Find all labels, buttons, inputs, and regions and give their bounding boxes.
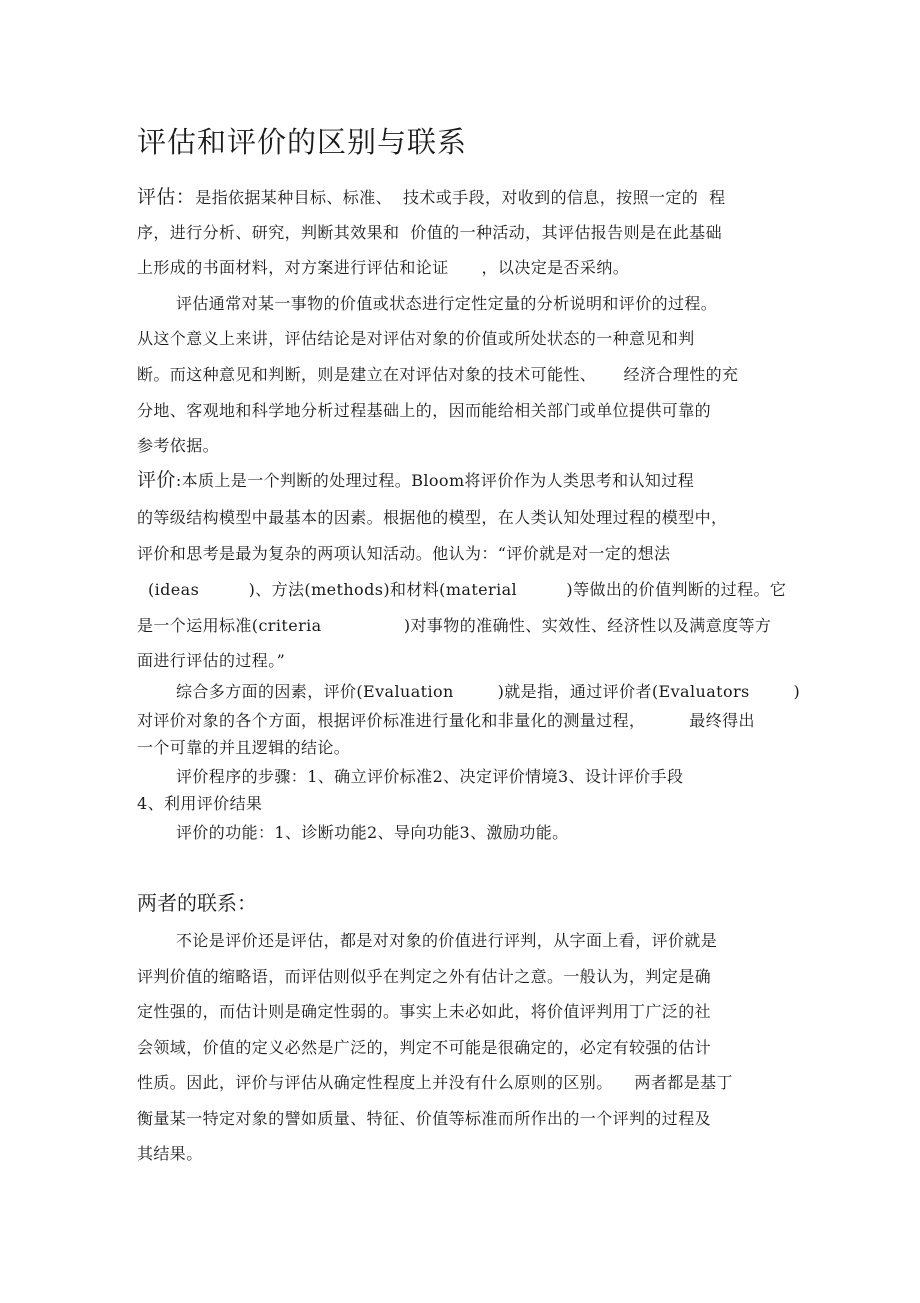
text-line-15 bbox=[176, 682, 800, 702]
line-text: 综合多方面的因素，评价(Evaluation )就是指，通过评价者(Evaluators ) bbox=[176, 682, 801, 701]
text-line-14 bbox=[137, 651, 285, 671]
text-line-s2-1 bbox=[176, 931, 717, 951]
page-title: 评估和评价的区别与联系 bbox=[137, 125, 468, 159]
line-text: 上形成的书面材料，对方案进行评估和论证 ，以决定是否采纳。 bbox=[137, 258, 630, 277]
line-text: 定性强的，而估计则是确定性弱的。事实上未必如此，将价值评判用丁广泛的社 bbox=[137, 1002, 712, 1021]
line-text: 是指依据某种目标、标准、 技术或手段，对收到的信息，按照一定的 程 bbox=[195, 188, 726, 207]
text-line-s2-7 bbox=[137, 1144, 203, 1164]
text-line-11 bbox=[137, 544, 670, 564]
text-line-17 bbox=[137, 738, 350, 758]
line-text: 断。而这种意见和判断，则是建立在对评估对象的技术可能性、 经济合理性的充 bbox=[137, 365, 739, 384]
text-line-4 bbox=[176, 294, 717, 314]
line-text: 衡量某一特定对象的譬如质量、特征、价值等标准而所作出的一个评判的过程及 bbox=[137, 1109, 712, 1128]
text-line-2 bbox=[137, 223, 722, 243]
text-line-s2-2 bbox=[137, 967, 711, 987]
text-line-8 bbox=[137, 436, 219, 456]
text-line-16 bbox=[137, 711, 755, 731]
line-text: 4、利用评价结果 bbox=[137, 794, 263, 813]
line-text: 评价和思考是最为复杂的两项认知活动。他认为：“评价就是对一定的想法 bbox=[137, 544, 671, 563]
line-text: (ideas )、方法(methods)和材料(material )等做出的价值判断的过程。它 bbox=[148, 580, 787, 599]
line-text: 评价的功能：1、诊断功能2、导向功能3、激励功能。 bbox=[176, 823, 569, 842]
text-line-18 bbox=[176, 767, 683, 787]
line-text: 对评价对象的各个方面，根据评价标准进行量化和非量化的测量过程， 最终得出 bbox=[137, 711, 755, 730]
text-line-s2-3 bbox=[137, 1002, 711, 1022]
line-text: 是一个运用标准(criteria )对事物的准确性、实效性、经济性以及满意度等方 bbox=[137, 616, 772, 635]
line-text: 的等级结构模型中最基本的因素。根据他的模型，在人类认知处理过程的模型中， bbox=[137, 508, 728, 527]
line-text: 分地、客观地和科学地分析过程基础上的，因而能给相关部门或单位提供可靠的 bbox=[137, 401, 712, 420]
text-line-s2-5 bbox=[137, 1073, 733, 1093]
line-text: 评价程序的步骤：1、确立评价标准2、决定评价情境3、设计评价手段 bbox=[176, 767, 684, 786]
line-text: 性质。因此，评价与评估从确定性程度上并没有什么原则的区别。 两者都是基丁 bbox=[137, 1073, 733, 1092]
text-line-13 bbox=[137, 616, 771, 636]
text-line-9 bbox=[137, 470, 694, 491]
text-line-20 bbox=[176, 823, 569, 843]
line-text: 会领域，价值的定义必然是广泛的，判定不可能是很确定的，必定有较强的估计 bbox=[137, 1038, 712, 1057]
term-label: 评估： bbox=[137, 186, 196, 208]
line-text: 从这个意义上来讲，评估结论是对评估对象的价值或所处状态的一种意见和判 bbox=[137, 329, 695, 348]
text-line-19 bbox=[137, 794, 262, 814]
line-text: 序，进行分析、研究，判断其效果和 价值的一种活动，其评估报告则是在此基础 bbox=[137, 223, 722, 242]
text-line-7 bbox=[137, 401, 711, 421]
line-text: :本质上是一个判断的处理过程。Bloom将评价作为人类思考和认知过程 bbox=[175, 471, 695, 490]
line-text: 评判价值的缩略语，而评估则似乎在判定之外有估计之意。一般认为，判定是确 bbox=[137, 967, 712, 986]
text-line-10 bbox=[137, 508, 727, 528]
term-label: 评价 bbox=[137, 469, 176, 491]
text-line-s2-4 bbox=[137, 1038, 711, 1058]
line-text: 一个可靠的并且逻辑的结论。 bbox=[137, 738, 351, 757]
text-line-s2-6 bbox=[137, 1109, 711, 1129]
section-heading: 两者的联系： bbox=[137, 891, 257, 915]
text-line-1 bbox=[137, 187, 726, 208]
text-line-6 bbox=[137, 365, 738, 385]
text-line-3 bbox=[137, 258, 629, 278]
line-text: 面进行评估的过程。” bbox=[137, 651, 286, 670]
line-text: 不论是评价还是评估，都是对对象的价值进行评判，从字面上看，评价就是 bbox=[176, 931, 718, 950]
line-text: 其结果。 bbox=[137, 1144, 203, 1163]
line-text: 参考依据。 bbox=[137, 436, 220, 455]
line-text: 评估通常对某一事物的价值或状态进行定性定量的分析说明和评价的过程。 bbox=[176, 294, 718, 313]
text-line-5 bbox=[137, 329, 695, 349]
text-line-12 bbox=[148, 580, 786, 600]
